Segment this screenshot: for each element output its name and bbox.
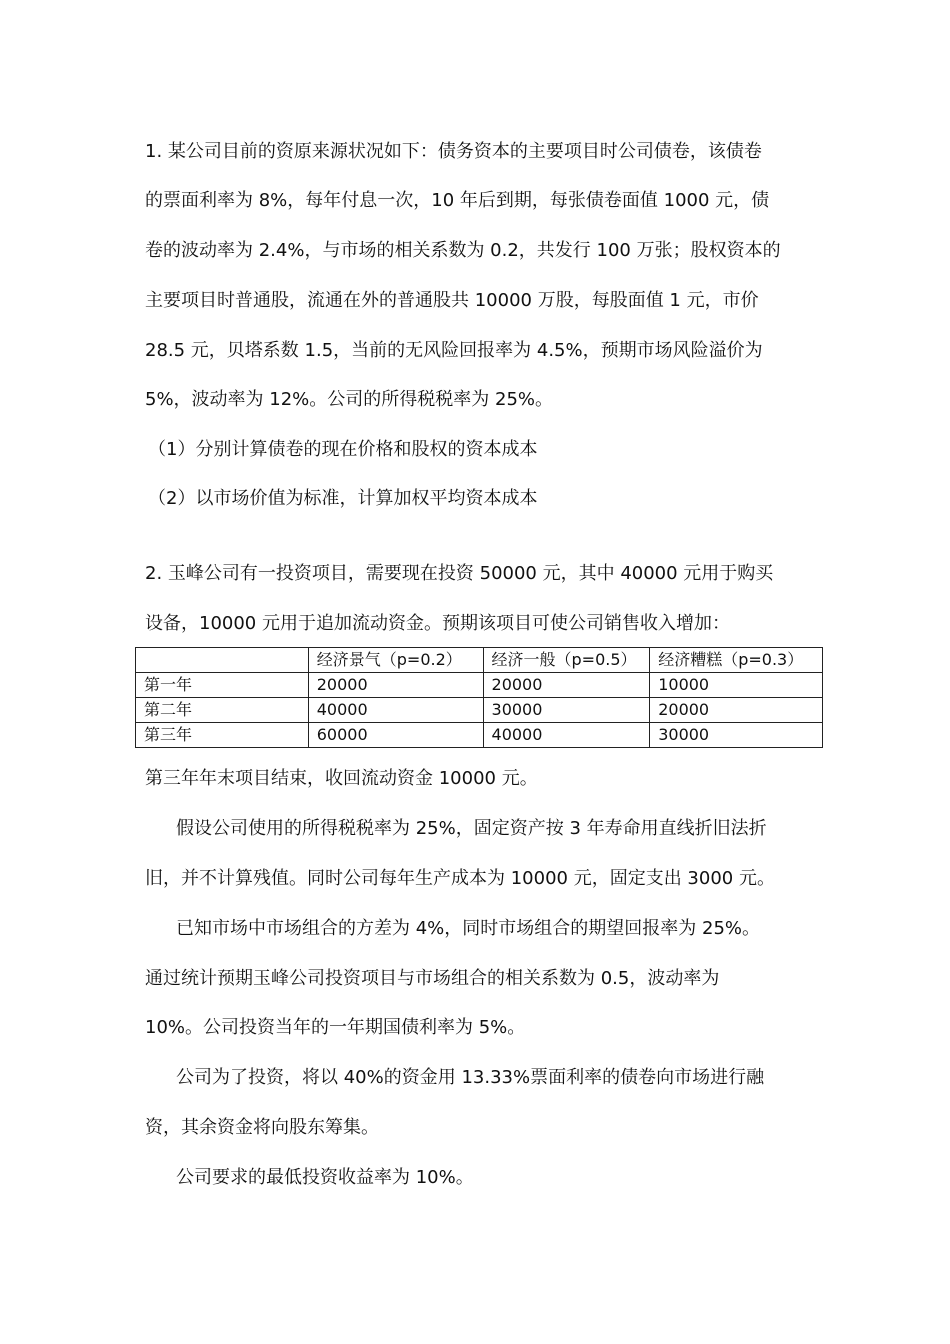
table-header-cell xyxy=(136,648,309,673)
q2-paragraph-3-line-2: 资，其余资金将向股东筹集。 xyxy=(145,1117,379,1138)
q2-intro-line-1: 2. 玉峰公司有一投资项目，需要现在投资 50000 元，其中 40000 元用于购买 xyxy=(145,563,774,584)
table-cell: 20000 xyxy=(650,698,823,723)
q2-paragraph-2-line-3: 10%。公司投资当年的一年期国债利率为 5%。 xyxy=(145,1017,526,1038)
q2-paragraph-4: 公司要求的最低投资收益率为 10%。 xyxy=(176,1167,474,1188)
table-cell: 第三年 xyxy=(136,723,309,748)
table-cell: 40000 xyxy=(308,698,483,723)
q2-paragraph-2-line-2: 通过统计预期玉峰公司投资项目与市场组合的相关系数为 0.5，波动率为 xyxy=(145,968,720,989)
table-cell: 30000 xyxy=(650,723,823,748)
q2-paragraph-1-line-2: 旧，并不计算残值。同时公司每年生产成本为 10000 元，固定支出 3000 元。 xyxy=(145,868,775,889)
table-row xyxy=(136,673,823,698)
table-header-cell: 经济景气（p=0.2） xyxy=(308,648,483,673)
q1-subquestion-1: （1）分别计算债卷的现在价格和股权的资本成本 xyxy=(148,439,538,460)
q1-line-6: 5%，波动率为 12%。公司的所得税税率为 25%。 xyxy=(145,389,554,410)
table-cell: 20000 xyxy=(308,673,483,698)
q1-line-3: 卷的波动率为 2.4%，与市场的相关系数为 0.2，共发行 100 万张；股权资本的 xyxy=(145,240,781,261)
table-cell: 30000 xyxy=(483,698,650,723)
revenue-table xyxy=(135,647,823,748)
table-header-cell: 经济一般（p=0.5） xyxy=(483,648,650,673)
table-cell: 40000 xyxy=(483,723,650,748)
table-header-cell: 经济糟糕（p=0.3） xyxy=(650,648,823,673)
q2-paragraph-2-line-1: 已知市场中市场组合的方差为 4%，同时市场组合的期望回报率为 25%。 xyxy=(176,918,761,939)
table-cell: 第一年 xyxy=(136,673,309,698)
table-cell: 20000 xyxy=(483,673,650,698)
table-cell: 60000 xyxy=(308,723,483,748)
table-row xyxy=(136,723,823,748)
q1-line-2: 的票面利率为 8%，每年付息一次，10 年后到期，每张债卷面值 1000 元，债 xyxy=(145,190,770,211)
table-header-row xyxy=(136,648,823,673)
q1-line-4: 主要项目时普通股，流通在外的普通股共 10000 万股，每股面值 1 元，市价 xyxy=(145,290,759,311)
q2-paragraph-1-line-1: 假设公司使用的所得税税率为 25%，固定资产按 3 年寿命用直线折旧法折 xyxy=(176,818,767,839)
q1-line-5: 28.5 元，贝塔系数 1.5，当前的无风险回报率为 4.5%，预期市场风险溢价为 xyxy=(145,340,763,361)
table-cell: 第二年 xyxy=(136,698,309,723)
q2-paragraph-3-line-1: 公司为了投资，将以 40%的资金用 13.33%票面利率的债卷向市场进行融 xyxy=(176,1067,765,1088)
q1-line-1: 1. 某公司目前的资原来源状况如下：债务资本的主要项目时公司债卷，该债卷 xyxy=(145,141,762,162)
q1-subquestion-2: （2）以市场价值为标准，计算加权平均资本成本 xyxy=(148,488,538,509)
q2-intro-line-2: 设备，10000 元用于追加流动资金。预期该项目可使公司销售收入增加： xyxy=(145,613,730,634)
q2-after-table: 第三年年末项目结束，收回流动资金 10000 元。 xyxy=(145,768,538,789)
table-cell: 10000 xyxy=(650,673,823,698)
table-row xyxy=(136,698,823,723)
